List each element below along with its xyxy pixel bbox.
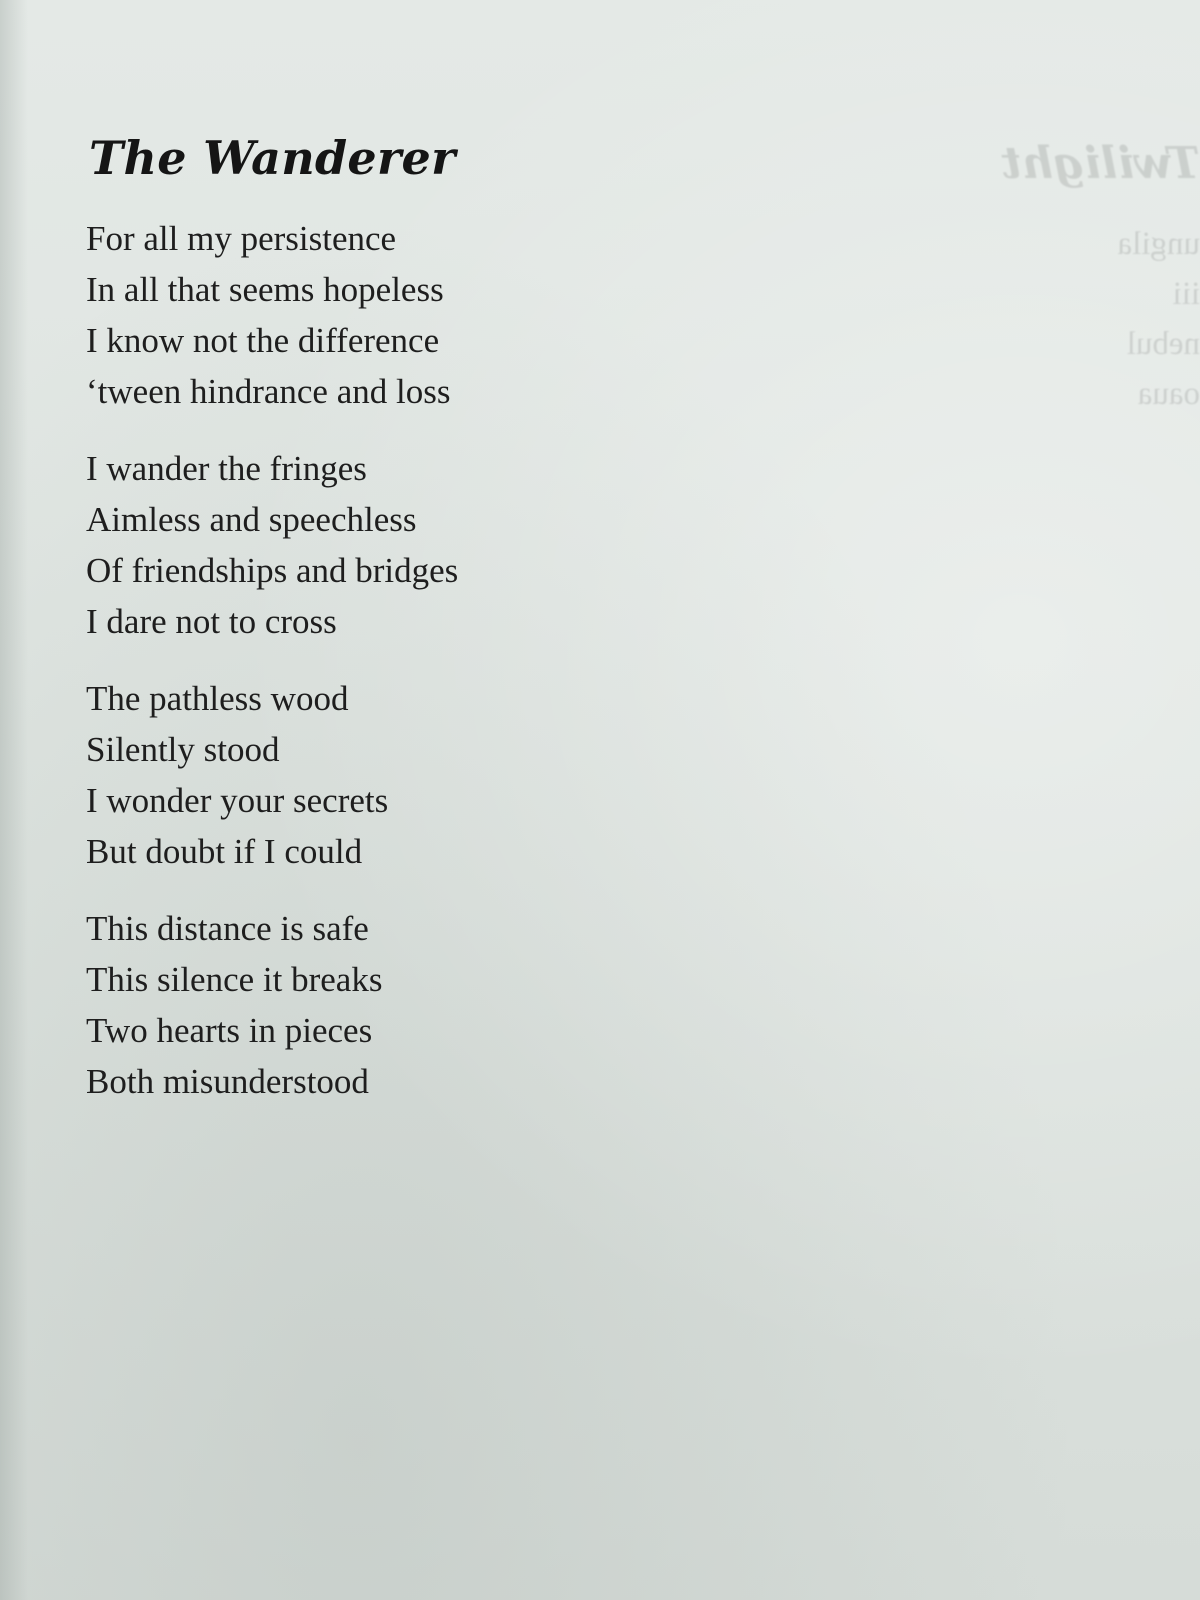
stanza-2 [86, 443, 686, 647]
poem [86, 132, 686, 1133]
stanza-4 [86, 903, 686, 1107]
poem-line: ‘tween hindrance and loss [86, 371, 451, 411]
poem-line: Of friendships and bridges [86, 550, 459, 590]
poem-line: This distance is safe [86, 908, 369, 948]
show-through-from-next-page: Twilight ungila iii nebul oaua [1000, 138, 1200, 412]
poem-line: Two hearts in pieces [86, 1010, 373, 1050]
page-gutter-shadow [0, 0, 28, 1600]
poem-line: But doubt if I could [86, 831, 363, 871]
poem-line: Both misunderstood [86, 1061, 369, 1101]
poem-title: The Wanderer [89, 131, 456, 185]
poem-line: I wonder your secrets [86, 780, 389, 820]
poem-line: I know not the difference [86, 320, 440, 360]
stanza-3 [86, 673, 686, 877]
poem-line: I wander the fringes [86, 448, 367, 488]
stanza-1 [86, 213, 686, 417]
poem-line: For all my persistence [86, 218, 397, 258]
poem-line: This silence it breaks [86, 959, 383, 999]
poem-line: I dare not to cross [86, 601, 337, 641]
poem-line: In all that seems hopeless [86, 269, 444, 309]
poem-line: The pathless wood [86, 678, 349, 718]
poem-line: Aimless and speechless [86, 499, 417, 539]
poem-line: Silently stood [86, 729, 280, 769]
